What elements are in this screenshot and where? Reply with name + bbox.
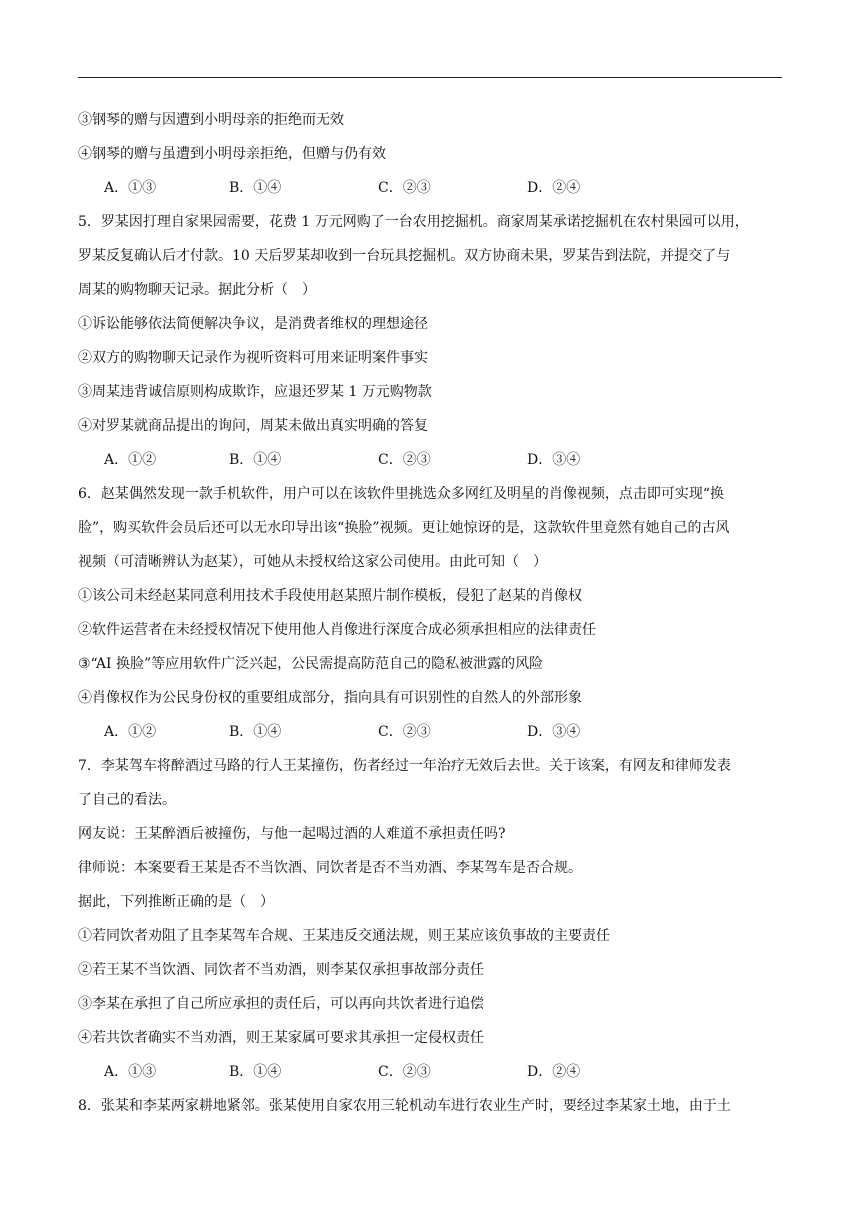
q6-option-c: C．②③ [378, 724, 431, 740]
q6-stem-line-3: 视频（可清晰辨认为赵某），可她从未授权给这家公司使用。由此可知（ ） [78, 554, 547, 570]
q6-option-a: A．①② [104, 724, 157, 740]
q6-statement-3: ③“AI 换脸”等应用软件广泛兴起，公民需提高防范自己的隐私被泄露的风险 [78, 656, 544, 672]
q4-option-c: C．②③ [378, 180, 431, 196]
q5-stem-line-2: 罗某反复确认后才付款。10 天后罗某却收到一台玩具挖掘机。双方协商未果，罗某告到法院，并提交了与 [78, 248, 731, 264]
q6-option-d: D．③④ [527, 724, 581, 740]
q7-statement-1: ①若同饮者劝阻了且李某驾车合规、王某违反交通法规，则王某应该负事故的主要责任 [78, 928, 610, 944]
q6-stem-line-2: 脸”，购买软件会员后还可以无水印导出该“换脸”视频。更让她惊讶的是，这款软件里竟然有她自己的古风 [78, 520, 730, 536]
q7-option-d: D．②④ [527, 1064, 581, 1080]
q4-option-d: D．②④ [527, 180, 581, 196]
q8-stem-line-1: 8．张某和李某两家耕地紧邻。张某使用自家农用三轮机动车进行农业生产时，要经过李某家土地，由于土 [78, 1098, 731, 1114]
q6-statement-2: ②软件运营者在未经授权情况下使用他人肖像进行深度合成必须承担相应的法律责任 [78, 622, 596, 638]
q5-statement-1: ①诉讼能够依法简便解决争议，是消费者维权的理想途径 [78, 316, 428, 332]
q7-stem-line-1: 7．李某驾车将醉酒过马路的行人王某撞伤，伤者经过一年治疗无效后去世。关于该案，有网友和律师发表 [78, 758, 731, 774]
q5-option-a: A．①② [104, 452, 157, 468]
q6-statement-4: ④肖像权作为公民身份权的重要组成部分，指向具有可识别性的自然人的外部形象 [78, 690, 582, 706]
q6-stem-line-1: 6．赵某偶然发现一款手机软件，用户可以在该软件里挑选众多网红及明星的肖像视频，点击即可实现“换 [78, 486, 725, 502]
q7-lawyer-remark: 律师说：本案要看王某是否不当饮酒、同饮者是否不当劝酒、李某驾车是否合规。 [78, 860, 582, 876]
q7-statement-2: ②若王某不当饮酒、同饮者不当劝酒，则李某仅承担事故部分责任 [78, 962, 484, 978]
q7-netizen-remark: 网友说：王某醉酒后被撞伤，与他一起喝过酒的人难道不承担责任吗? [78, 826, 506, 842]
q7-statement-4: ④若共饮者确实不当劝酒，则王某家属可要求其承担一定侵权责任 [78, 1030, 484, 1046]
q5-option-b: B．①④ [229, 452, 282, 468]
q4-option-a: A．①③ [104, 180, 157, 196]
q5-option-d: D．③④ [527, 452, 581, 468]
q7-prompt: 据此，下列推断正确的是（ ） [78, 894, 274, 910]
q5-option-c: C．②③ [378, 452, 431, 468]
q7-option-a: A．①③ [104, 1064, 157, 1080]
q7-option-b: B．①④ [229, 1064, 282, 1080]
q7-stem-line-2: 了自己的看法。 [78, 792, 176, 808]
q5-stem-line-3: 周某的购物聊天记录。据此分析（ ） [78, 282, 316, 298]
q7-statement-3: ③李某在承担了自己所应承担的责任后，可以再向共饮者进行追偿 [78, 996, 484, 1012]
q5-stem-line-1: 5．罗某因打理自家果园需要，花费 1 万元网购了一台农用挖掘机。商家周某承诺挖掘机在农村果园可以用， [78, 214, 749, 230]
q5-statement-2: ②双方的购物聊天记录作为视听资料可用来证明案件事实 [78, 350, 428, 366]
q4-option-b: B．①④ [229, 180, 282, 196]
q7-option-c: C．②③ [378, 1064, 431, 1080]
q6-statement-1: ①该公司未经赵某同意利用技术手段使用赵某照片制作模板，侵犯了赵某的肖像权 [78, 588, 582, 604]
q5-statement-4: ④对罗某就商品提出的询问，周某未做出真实明确的答复 [78, 418, 428, 434]
q6-option-b: B．①④ [229, 724, 282, 740]
q5-statement-3: ③周某违背诚信原则构成欺诈，应退还罗某 1 万元购物款 [78, 384, 432, 400]
header-rule [78, 77, 782, 78]
q4-statement-4: ④钢琴的赠与虽遭到小明母亲拒绝，但赠与仍有效 [78, 146, 386, 162]
q4-statement-3: ③钢琴的赠与因遭到小明母亲的拒绝而无效 [78, 112, 344, 128]
